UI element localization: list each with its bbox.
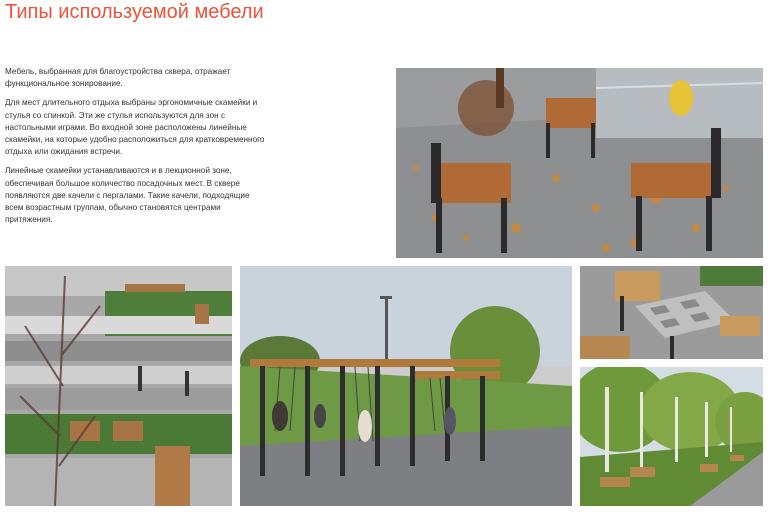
photo-pergola-swings: [240, 266, 572, 506]
photo-chess-table: [580, 266, 763, 359]
paragraph-rest-areas: Для мест длительного отдыха выбраны эргономичные скамейки и стулья со спинкой. Эти же стулья используются для зон с настольными играми. Во входной зоне расположены линейные скамейки, на которые удобно расположиться для кратковременного отдыха или ожидания встречи.: [5, 98, 265, 157]
page-title: Типы используемой мебели: [5, 1, 264, 23]
photo-chairs-autumn: [396, 68, 763, 258]
paragraph-intro: Мебель, выбранная для благоустройства сквера, отражает функциональное зонирование.: [5, 67, 231, 89]
photo-birch-alley: [580, 367, 763, 506]
photo-linear-benches-aerial: [5, 266, 232, 506]
paragraph-linear-benches: Линейные скамейки устанавливаются и в лекционной зоне, обеспечивая большое количество посадочных мест. В сквере появляются две качели с пергалами. Такие качели, подходящие всем возрастным группам, обычно становятся центрами притяжения.: [5, 166, 250, 225]
body-text: [5, 66, 267, 233]
